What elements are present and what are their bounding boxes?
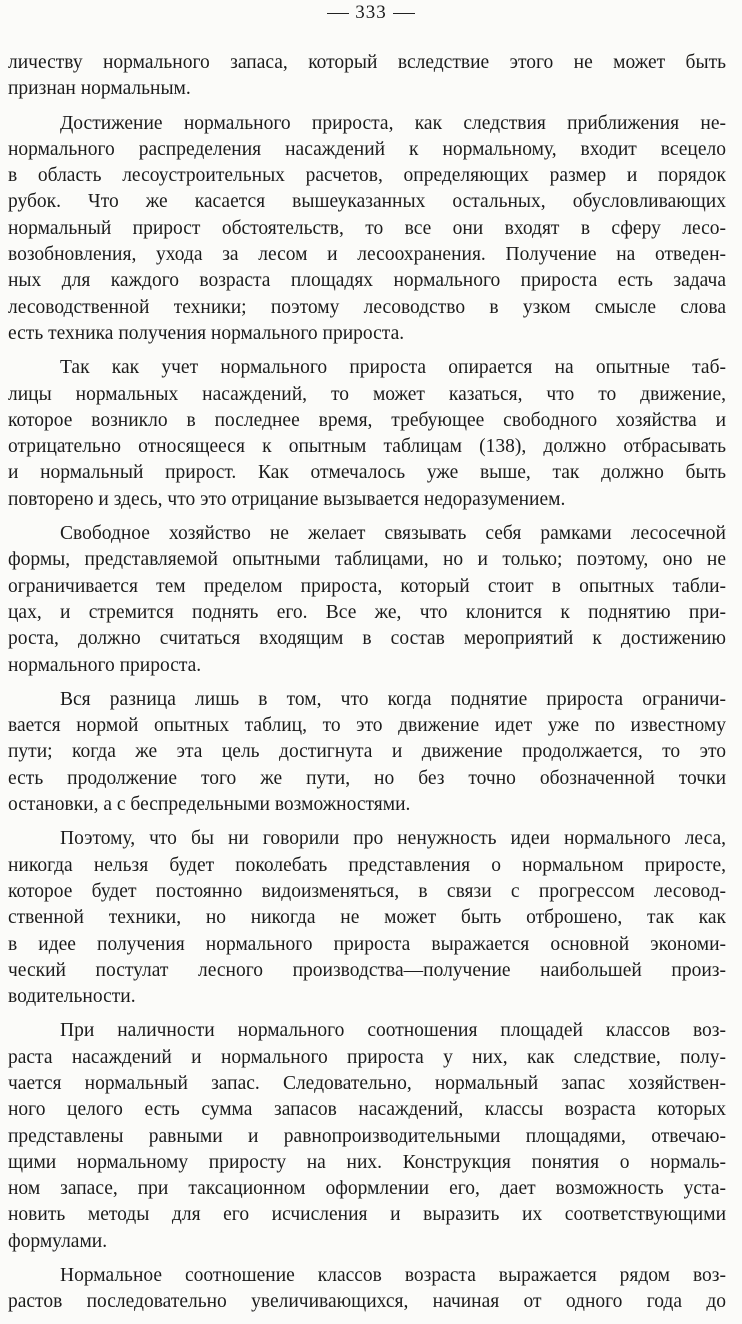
text-line: которое возникло в последнее время, требующее свободного хозяйства и — [8, 409, 726, 431]
text-line: в область лесоустроительных расчетов, определяющих размер и порядок — [8, 165, 726, 187]
text-line: повторено и здесь, что это отрицание вызывается недоразумением. — [8, 488, 566, 510]
paragraph — [8, 687, 726, 818]
text-line: формы, представляемой опытными таблицами, но и только; поэтому, оно не — [8, 549, 726, 571]
text-line: и нормальный прирост. Как отмечалось уже выше, так должно быть — [8, 462, 726, 484]
paragraph — [8, 1263, 726, 1316]
paragraph — [8, 111, 726, 348]
body-text — [8, 50, 726, 1324]
text-line: При наличности нормального соотношения площадей классов воз- — [60, 1020, 726, 1042]
text-line: ных для каждого возраста площадях нормального прироста есть задача — [8, 270, 726, 292]
text-line: чается нормальный запас. Следовательно, нормальный запас хозяйствен- — [8, 1072, 726, 1094]
text-line: Поэтому, что бы ни говорили про ненужность идеи нормального леса, — [60, 828, 726, 850]
text-line: Достижение нормального прироста, как следствия приближения не- — [60, 112, 726, 134]
text-line: Вся разница лишь в том, что когда поднятие прироста ограничи- — [60, 688, 726, 710]
text-line: новить методы для его исчисления и выразить их соответствующими — [8, 1204, 726, 1226]
text-line: ограничивается тем пределом прироста, который стоит в опытных табли- — [8, 575, 726, 597]
text-line: формулами. — [8, 1230, 108, 1252]
text-line: лесоводственной техники; поэтому лесоводство в узком смысле слова — [8, 296, 726, 318]
text-line: в идее получения нормального прироста выражается основной экономи- — [8, 933, 726, 955]
text-line: личеству нормального запаса, который вследствие этого не может быть — [8, 52, 726, 73]
paragraph — [8, 826, 726, 1010]
text-line: лицы нормальных насаждений, то может казаться, что то движение, — [8, 383, 726, 405]
text-line: признан нормальным. — [8, 78, 191, 100]
text-line: ственной техники, но никогда не может быть отброшено, так как — [8, 907, 726, 929]
text-line: отрицательно относящееся к опытным таблицам (138), должно отбрасывать — [8, 436, 726, 458]
text-line: цах, и стремится поднять его. Все же, что клонится к поднятию при- — [8, 601, 726, 623]
text-line: роста, должно считаться входящим в состав мероприятий к достижению — [8, 628, 726, 650]
text-line: рубок. Что же касается вышеуказанных остальных, обусловливающих — [8, 191, 726, 213]
header-dash-left — [327, 13, 349, 14]
text-line: которое будет постоянно видоизменяться, в связи с прогрессом лесовод- — [8, 880, 726, 902]
text-line: никогда нельзя будет поколебать представления о нормальном приросте, — [8, 854, 726, 876]
text-line: нормальный прирост обстоятельств, то все они входят в сферу лесо- — [8, 217, 726, 239]
paragraph — [8, 50, 726, 103]
text-line: остановки, а с беспредельными возможностями. — [8, 794, 411, 816]
text-line: ном запасе, при таксационном оформлении его, дает возможность уста- — [8, 1178, 726, 1200]
text-line: нормального прироста. — [8, 654, 202, 676]
page-header — [0, 2, 742, 24]
text-line: пути; когда же эта цель достигнута и движение продолжается, то это — [8, 741, 726, 763]
text-line: нормального распределения насаждений к нормальному, входит всецело — [8, 138, 726, 160]
paragraph — [8, 355, 726, 513]
text-line: раста насаждений и нормального прироста у них, как следствие, полу- — [8, 1046, 726, 1068]
page-number: 333 — [355, 2, 387, 23]
text-line: вается нормой опытных таблиц, то это движение идет уже по известному — [8, 715, 726, 737]
text-line: ческий постулат лесного производства—получение наибольшей произ- — [8, 959, 726, 981]
text-line: щими нормальному приросту на них. Конструкция понятия о нормаль- — [8, 1151, 726, 1173]
paragraph — [8, 1018, 726, 1255]
text-line: Так как учет нормального прироста опирается на опытные таб- — [60, 357, 726, 379]
text-line: растов последовательно увеличивающихся, начиная от одного года до — [8, 1291, 726, 1313]
text-line: Нормальное соотношение классов возраста выражается рядом воз- — [60, 1265, 726, 1287]
text-line: возобновления, ухода за лесом и лесоохранения. Получение на отведен- — [8, 244, 726, 266]
text-line: представлены равными и равнопроизводительными площадями, отвечаю- — [8, 1125, 726, 1147]
text-line: водительности. — [8, 986, 136, 1008]
paragraph — [8, 521, 726, 679]
text-line: Свободное хозяйство не желает связывать себя рамками лесосечной — [60, 523, 726, 545]
text-line: есть техника получения нормального прироста. — [8, 322, 405, 344]
header-dash-right — [393, 13, 415, 14]
text-line: ного целого есть сумма запасов насаждений, классы возраста которых — [8, 1099, 726, 1121]
text-line: есть продолжение того же пути, но без точно обозначенной точки — [8, 767, 726, 789]
